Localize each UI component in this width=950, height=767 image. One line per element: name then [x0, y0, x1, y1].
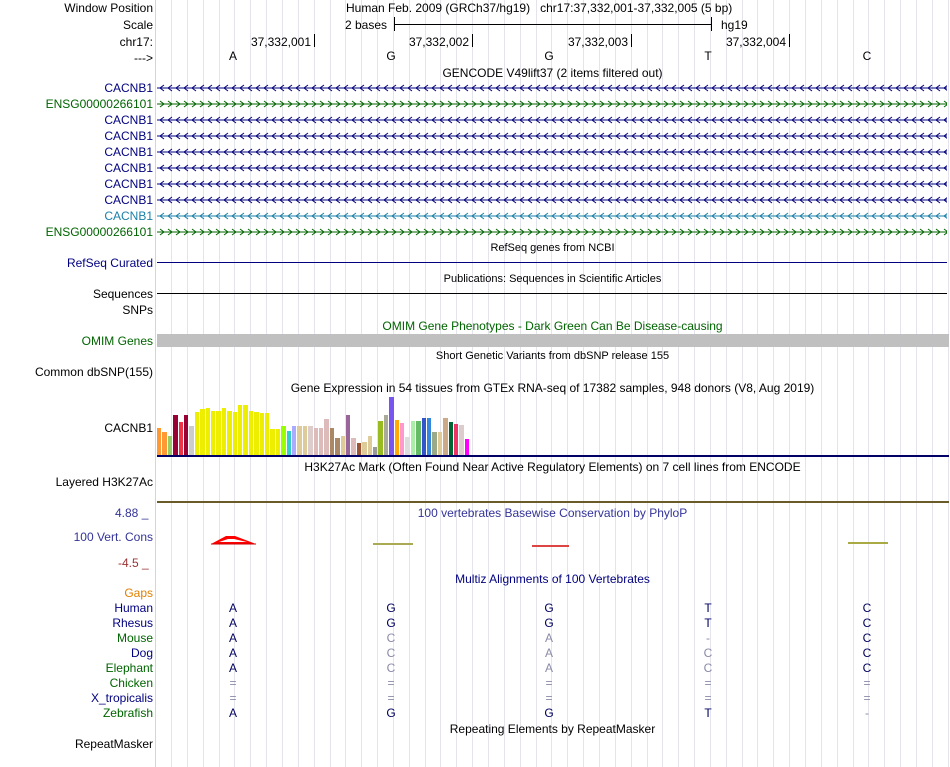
ruler-tick	[472, 34, 473, 47]
alignment-base: A	[544, 631, 553, 645]
chrom-label: chr17:	[119, 35, 153, 49]
scale-bar-right-tick	[711, 17, 712, 31]
gencode-transcript[interactable]	[157, 193, 947, 207]
gtex-tissue-bar[interactable]	[395, 420, 399, 455]
alignment-base: C	[862, 661, 872, 675]
phylop-max: 4.88 _	[115, 506, 149, 520]
gtex-tissue-bar[interactable]	[400, 423, 404, 455]
ruler-tick	[789, 34, 790, 47]
species-label[interactable]: Rhesus	[112, 616, 153, 630]
dbsnp-label[interactable]: Common dbSNP(155)	[34, 365, 153, 379]
gtex-tissue-bar[interactable]	[179, 422, 183, 455]
transcript-line[interactable]	[157, 161, 947, 175]
alignment-base: G	[386, 616, 396, 630]
gtex-tissue-bar[interactable]	[384, 415, 388, 455]
ruler-tick	[314, 34, 315, 47]
alignment-base: C	[386, 631, 396, 645]
alignment-base: A	[228, 706, 237, 720]
alignment-base: A	[228, 601, 237, 615]
phylop-label[interactable]: 100 Vert. Cons	[73, 530, 153, 544]
scale-label: Scale	[122, 18, 153, 32]
gtex-tissue-bar[interactable]	[162, 432, 166, 455]
gencode-transcript[interactable]	[157, 225, 947, 239]
transcript-line[interactable]	[157, 193, 947, 207]
gtex-label[interactable]: CACNB1	[104, 421, 153, 435]
gtex-tissue-bar[interactable]	[265, 413, 269, 455]
gtex-tissue-bar[interactable]	[389, 397, 393, 455]
gencode-row-label[interactable]: ENSG00000266101	[45, 97, 153, 111]
alignment-base: C	[703, 661, 713, 675]
gtex-tissue-bar[interactable]	[276, 429, 280, 455]
ruler-position: 37,332,001	[250, 35, 311, 49]
gtex-tissue-bar[interactable]	[432, 432, 436, 455]
gencode-row-label[interactable]: CACNB1	[104, 177, 153, 191]
sequence-base: G	[544, 49, 554, 63]
gtex-tissue-bar[interactable]	[233, 412, 237, 455]
species-label[interactable]: Chicken	[109, 676, 153, 690]
gtex-baseline	[157, 455, 949, 457]
alignment-base: =	[387, 691, 395, 705]
gtex-tissue-bar[interactable]	[449, 422, 453, 455]
alignment-base: G	[386, 601, 396, 615]
h3k27ac-title[interactable]: H3K27Ac Mark (Often Found Near Active Regulatory Elements) on 7 cell lines from ENCODE	[304, 460, 801, 474]
gencode-title[interactable]: GENCODE V49lift37 (2 items filtered out)	[442, 66, 663, 80]
gtex-tissue-bar[interactable]	[297, 426, 301, 455]
gencode-transcript[interactable]	[157, 209, 947, 223]
gtex-tissue-bar[interactable]	[341, 436, 345, 455]
ruler-position: 37,332,004	[725, 35, 786, 49]
gtex-tissue-bar[interactable]	[357, 443, 361, 455]
gtex-tissue-bar[interactable]	[324, 419, 328, 455]
gtex-tissue-bar[interactable]	[422, 418, 426, 455]
strand-label: --->	[134, 51, 153, 65]
gencode-transcript[interactable]	[157, 97, 947, 111]
snps-label[interactable]: SNPs	[122, 303, 153, 317]
phylop-min: -4.5 _	[118, 556, 149, 570]
gtex-tissue-bar[interactable]	[227, 411, 231, 455]
gtex-tissue-bar[interactable]	[200, 409, 204, 455]
species-label[interactable]: Human	[114, 601, 153, 615]
gtex-tissue-bar[interactable]	[351, 438, 355, 455]
gencode-transcript[interactable]	[157, 113, 947, 127]
gtex-tissue-bar[interactable]	[216, 411, 220, 455]
gtex-tissue-bar[interactable]	[416, 421, 420, 455]
species-label[interactable]: X_tropicalis	[90, 691, 153, 705]
gencode-transcript[interactable]	[157, 81, 947, 95]
window-position-label: Window Position	[64, 1, 153, 15]
gtex-tissue-bar[interactable]	[465, 439, 469, 455]
gencode-row-label[interactable]: CACNB1	[104, 129, 153, 143]
alignment-base: =	[704, 676, 712, 690]
alignment-base: =	[545, 676, 553, 690]
alignment-base: =	[863, 676, 871, 690]
alignment-base: =	[229, 676, 237, 690]
sequence-base: G	[386, 49, 396, 63]
transcript-line[interactable]	[157, 225, 947, 239]
alignment-base: =	[387, 676, 395, 690]
gencode-transcript[interactable]	[157, 145, 947, 159]
gtex-tissue-bar[interactable]	[314, 428, 318, 455]
sequence-base: A	[228, 49, 237, 63]
gaps-label[interactable]: Gaps	[124, 586, 153, 600]
window-position-value: Human Feb. 2009 (GRCh37/hg19) chr17:37,332,001-37,332,005 (5 bp)	[346, 1, 733, 15]
refseq-gene-line[interactable]	[157, 262, 947, 263]
alignment-base: G	[544, 616, 554, 630]
alignment-base: =	[545, 691, 553, 705]
alignment-base: C	[386, 661, 396, 675]
transcript-line[interactable]	[157, 113, 947, 127]
alignment-base: A	[228, 646, 237, 660]
gencode-row-label[interactable]: CACNB1	[104, 81, 153, 95]
multiz-title[interactable]: Multiz Alignments of 100 Vertebrates	[455, 572, 650, 586]
alignment-base: G	[386, 706, 396, 720]
alignment-base: =	[863, 691, 871, 705]
gencode-transcript[interactable]	[157, 161, 947, 175]
gtex-tissue-bar[interactable]	[281, 426, 285, 455]
alignment-base: G	[544, 601, 554, 615]
alignment-base: A	[228, 616, 237, 630]
alignment-base: G	[544, 706, 554, 720]
gtex-tissue-bar[interactable]	[443, 418, 447, 455]
gtex-tissue-bar[interactable]	[189, 426, 193, 455]
alignment-base: -	[865, 706, 869, 720]
sequence-base: C	[862, 49, 872, 63]
alignment-base: C	[862, 601, 872, 615]
gencode-row-label[interactable]: CACNB1	[104, 145, 153, 159]
gtex-tissue-bar[interactable]	[260, 413, 264, 455]
gencode-row-label[interactable]: CACNB1	[104, 193, 153, 207]
publications-line[interactable]	[157, 293, 947, 294]
repeatmasker-label[interactable]: RepeatMasker	[74, 737, 153, 751]
scale-bar	[394, 24, 712, 25]
ruler-position: 37,332,003	[567, 35, 628, 49]
gtex-tissue-bar[interactable]	[249, 411, 253, 455]
transcript-line[interactable]	[157, 145, 947, 159]
transcript-line[interactable]	[157, 177, 947, 191]
gtex-tissue-bar[interactable]	[405, 437, 409, 455]
gtex-tissue-bar[interactable]	[292, 426, 296, 455]
ruler-tick	[631, 34, 632, 47]
alignment-base: C	[862, 631, 872, 645]
alignment-base: -	[706, 631, 710, 645]
gencode-row-label[interactable]: CACNB1	[104, 209, 153, 223]
gtex-tissue-bar[interactable]	[206, 408, 210, 455]
gtex-tissue-bar[interactable]	[243, 405, 247, 455]
scale-text: 2 bases	[345, 18, 388, 32]
omim-label[interactable]: OMIM Genes	[81, 334, 153, 348]
alignment-base: C	[862, 616, 872, 630]
gtex-tissue-bar[interactable]	[184, 415, 188, 455]
refseq-label[interactable]: RefSeq Curated	[66, 256, 153, 270]
alignment-base: C	[386, 646, 396, 660]
gtex-tissue-bar[interactable]	[411, 421, 415, 455]
omim-gene-bar[interactable]	[157, 334, 949, 347]
transcript-line[interactable]	[157, 209, 947, 223]
alignment-base: A	[228, 631, 237, 645]
gtex-tissue-bar[interactable]	[238, 405, 242, 455]
publications-label[interactable]: Sequences	[92, 287, 153, 301]
transcript-line[interactable]	[157, 129, 947, 143]
alignment-base: A	[544, 661, 553, 675]
gtex-title[interactable]: Gene Expression in 54 tissues from GTEx RNA-seq of 17382 samples, 948 donors (V8, Aug 2019)	[290, 381, 815, 395]
phylop-title[interactable]: 100 vertebrates Basewise Conservation by PhyloP	[417, 506, 688, 520]
gtex-tissue-bar[interactable]	[378, 421, 382, 455]
gtex-tissue-bar[interactable]	[330, 428, 334, 455]
alignment-base: C	[862, 646, 872, 660]
species-label[interactable]: Mouse	[116, 631, 153, 645]
publications-title[interactable]: Publications: Sequences in Scientific Articles	[443, 273, 662, 285]
gtex-tissue-bar[interactable]	[287, 431, 291, 455]
gtex-tissue-bar[interactable]	[222, 408, 226, 455]
gtex-tissue-bar[interactable]	[303, 426, 307, 455]
gtex-tissue-bar[interactable]	[335, 438, 339, 455]
gtex-tissue-bar[interactable]	[454, 424, 458, 455]
gtex-tissue-bar[interactable]	[427, 418, 431, 455]
h3k27ac-signal-line[interactable]	[157, 501, 949, 503]
species-label[interactable]: Zebrafish	[102, 706, 153, 720]
gtex-bar-chart[interactable]	[157, 395, 537, 455]
gencode-row-label[interactable]: CACNB1	[104, 113, 153, 127]
gtex-tissue-bar[interactable]	[373, 447, 377, 455]
species-label[interactable]: Elephant	[105, 661, 153, 675]
transcript-line[interactable]	[157, 97, 947, 111]
gtex-tissue-bar[interactable]	[195, 412, 199, 455]
refseq-title[interactable]: RefSeq genes from NCBI	[490, 242, 615, 254]
assembly-label: hg19	[721, 18, 748, 32]
gtex-tissue-bar[interactable]	[157, 428, 161, 455]
alignment-base: =	[704, 691, 712, 705]
alignment-base: T	[704, 706, 712, 720]
gtex-tissue-bar[interactable]	[362, 442, 366, 455]
transcript-line[interactable]	[157, 81, 947, 95]
gtex-tissue-bar[interactable]	[168, 436, 172, 455]
alignment-base: A	[228, 661, 237, 675]
gtex-tissue-bar[interactable]	[438, 432, 442, 455]
dbsnp-title[interactable]: Short Genetic Variants from dbSNP release 155	[435, 350, 670, 362]
alignment-base: T	[704, 616, 712, 630]
gencode-row-label[interactable]: CACNB1	[104, 161, 153, 175]
alignment-base: T	[704, 601, 712, 615]
scale-bar-left-tick	[394, 17, 395, 31]
omim-title[interactable]: OMIM Gene Phenotypes - Dark Green Can Be Disease-causing	[382, 319, 723, 333]
gtex-tissue-bar[interactable]	[254, 412, 258, 455]
gtex-tissue-bar[interactable]	[319, 428, 323, 455]
gtex-tissue-bar[interactable]	[459, 425, 463, 455]
gtex-tissue-bar[interactable]	[308, 426, 312, 455]
gtex-tissue-bar[interactable]	[368, 436, 372, 455]
alignment-base: C	[703, 646, 713, 660]
alignment-base: A	[544, 646, 553, 660]
phylop-signal[interactable]	[155, 530, 950, 552]
gencode-row-label[interactable]: ENSG00000266101	[45, 225, 153, 239]
gtex-tissue-bar[interactable]	[346, 415, 350, 455]
gencode-transcript[interactable]	[157, 129, 947, 143]
sequence-base: T	[704, 49, 712, 63]
species-label[interactable]: Dog	[130, 646, 153, 660]
gtex-tissue-bar[interactable]	[270, 429, 274, 455]
gencode-transcript[interactable]	[157, 177, 947, 191]
alignment-base: =	[229, 691, 237, 705]
gtex-tissue-bar[interactable]	[173, 415, 177, 455]
repeatmasker-title[interactable]: Repeating Elements by RepeatMasker	[449, 722, 656, 736]
ruler-position: 37,332,002	[408, 35, 469, 49]
h3k27ac-label[interactable]: Layered H3K27Ac	[55, 475, 153, 489]
gtex-tissue-bar[interactable]	[211, 411, 215, 455]
